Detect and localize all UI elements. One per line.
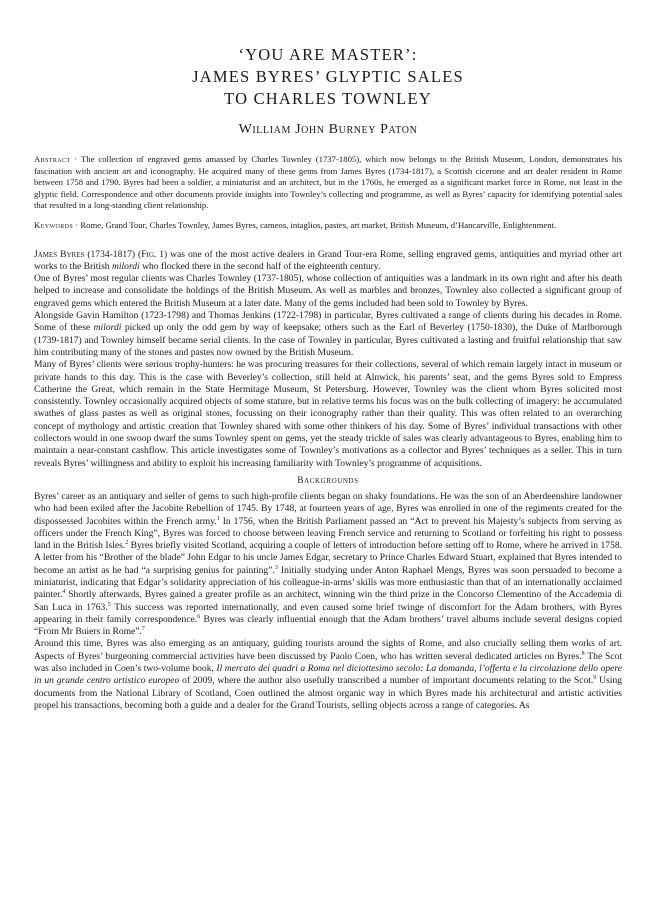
paragraph-6-text-3: of 2009, where the author also usefully transcribed a number of important documents relating to the Scot. (179, 675, 594, 687)
footnote-ref-9[interactable]: 9 (593, 675, 597, 682)
keywords-text: Rome, Grand Tour, Charles Townley, James Byres, cameos, intaglios, pastes, art market, British Museum, d’Hancarville, Enlightenment. (80, 219, 557, 230)
paragraph-1 (34, 249, 622, 274)
paragraph-5-text-2: In 1756, when the British Parliament passed an “Act to prevent his Majesty’s subjects from serving as officers under the French King”, Byres was forced to choose between leaving French service and returning to Scotland or forfeiting his right to possess land in the British Isles. (34, 515, 622, 552)
paragraph-1-text-c: who flocked there in the second half of the eighteenth century. (139, 260, 381, 272)
paragraph-3 (34, 310, 622, 359)
paragraph-6-text-2: The Scot was also included in Coen’s two-volume book, (34, 650, 622, 675)
paragraph-3-emphasis: milordi (93, 322, 122, 334)
article-title (34, 44, 622, 110)
article-author: William John Burney Paton (238, 122, 418, 137)
paragraph-5-text-7: Byres was clearly influential enough that the Adam brothers’ travel albums include several designs copied “From Mr Buiers in Rome”. (34, 613, 622, 638)
keywords (34, 220, 622, 232)
abstract-text: The collection of engraved gems amassed by Charles Townley (1737-1805), which now belongs to the British Museum, London, demonstrates his fascination with ancient art and iconography. He acquired many of these gems from James Byres (1734-1817), a Scottish cicerone and art dealer resident in Rome between 1758 and 1790. Byres had been a soldier, a miniaturist and an architect, but in the 1760s, he emerged as a significant market force in Rome, not least in the glyptic field. Correspondence and other documents provide insights into Townley’s collecting and programme, as well as Byres’ capacity for identifying potential sales that resulted in a long-standing client relationship. (34, 154, 622, 211)
paragraph-6-text-1: Around this time, Byres was also emerging as an antiquary, guiding tourists around the sights of Rome, and also crucially selling them works of art. Aspects of Byres’ burgeoning commercial activities have been discussed by Paolo Coen, who has written several dedicated articles on Byres. (34, 638, 622, 662)
paragraph-2: One of Byres’ most regular clients was Charles Townley (1737-1805), whose collection of antiquities was a landmark in its own right and after his death helped to increase and consolidate the holdings of the British Museum. As well as marbles and bronzes, Townley also collected a significant group of engraved gems which entered the British Museum at a later date. Many of the gems included had been sold to Townley by Byres. (34, 273, 622, 309)
footnote-ref-4[interactable]: 4 (62, 589, 66, 596)
abstract-label: Abstract (34, 154, 71, 164)
paragraph-5-text-1: Byres’ career as an antiquary and seller of gems to such high-profile clients began on shaky foundations. He was the son of an Aberdeenshire landowner who had been exiled after the Jacobite Rebellion of 1745. By 1748, at fourteen years of age, Byres was enrolled in one of the regiments created for the dispossessed Jacobites within the French army. (34, 490, 622, 527)
paragraph-5-text-6: This success was reported internationally, and even caused some brief twinge of discomfort for the Adam brothers, with Byres appearing in their family correspondence. (34, 601, 623, 625)
abstract-separator: · (70, 154, 81, 164)
paragraph-1-emphasis: milordi (111, 260, 140, 272)
footnote-ref-6[interactable]: 6 (197, 613, 201, 620)
keywords-label: Keywords (34, 219, 74, 230)
paragraph-3-text-b: picked up only the odd gem by way of keepsake; others such as the Earl of Beverley (1750-1830), the Duke of Marlborough (1739-1817) and Townley himself became serial clients. In the case of Townley in particular, Byres cultivated a lasting and fruitful relationship that saw him contributing many of the stones and pastes now owned by the British Museum. (34, 322, 622, 358)
title-line-1: ‘YOU ARE MASTER’: (238, 45, 418, 64)
footnote-ref-5[interactable]: 5 (107, 601, 111, 608)
abstract (34, 154, 622, 212)
paragraph-5-text-4: Initially studying under Anton Raphael Mengs, Byres was soon persuaded to become a miniaturist, indicating that Edgar’s solidarity appreciation of his colleague-in-arms’ skills was more enthusiastic than that of an internationally acclaimed painter. (34, 564, 622, 601)
paragraph-6-text-4: Using documents from the National Library of Scotland, Coen outlined the almost organic way in which Byres made his architectural and artistic activities propel his transactions, becoming both a guide and a dealer for the Grand Tourists, selling objects across a range of categories. As (34, 675, 622, 711)
paragraph-1-text-b: ) was one of the most active dealers in Grand Tour-era Rome, selling engraved gems, antiquities and myriad other art works to the British (34, 248, 623, 272)
paragraph-5-text-3: Byres briefly visited Scotland, acquiring a couple of letters of introduction before setting off to Rome, where he arrived in 1758. A letter from his “Brother of the blade” John Edgar to his uncle James Edgar, secretary to Prince Charles Edward Stuart, explained that Byres intended to become an artist as he had “a surprising genius for painting”. (34, 540, 622, 576)
paragraph-5 (34, 491, 622, 639)
footnote-ref-2[interactable]: 2 (125, 539, 129, 546)
article-body (34, 249, 622, 713)
footnote-ref-8[interactable]: 8 (581, 650, 585, 657)
section-heading: Backgrounds (297, 475, 359, 486)
footnote-ref-3[interactable]: 3 (274, 564, 278, 571)
title-line-2: JAMES BYRES’ GLYPTIC SALES (192, 67, 464, 86)
title-line-3: TO CHARLES TOWNLEY (224, 89, 432, 108)
paragraph-5-text-5: Shortly afterwards, Byres gained a greater profile as an architect, winning win the third prize in the Concorso Clementino of the Accademia di San Luca in 1763. (34, 589, 622, 613)
paragraph-1-text-a: (1734-1817) ( (84, 248, 142, 260)
figure-reference: Fig. 1 (141, 248, 165, 260)
book-title: Il mercato dei quadri a Roma nel diciottesimo secolo: La domanda, l’offerta e la circolazione dello opere in un grande centro artistico europeo (34, 663, 622, 687)
footnote-ref-7[interactable]: 7 (141, 626, 145, 632)
paragraph-4: Many of Byres’ clients were serious trophy-hunters: he was procuring treasures for their collections, several of which remain largely intact in museum or private hands to this day. This is the case with Beverley’s collection, still held at Alnwick, his parents’ seat, and the gems Byres sold to Empress Catherine the Great, which remain in the State Hermitage Museum, St Petersburg. However, Townley was the client whom Byres solicited most consistently. Townley occasionally acquired objects of some stature, but in relative terms his focus was on the bulk collecting of imagery: he accumulated swathes of glass pastes as well as original stones, focussing on their iconography rather than their quality. This was often related to an overarching concept of mythology and artistic creation that Townley shared with some other thinkers of his day. Some of Byres’ individual transactions with other collectors would in one swoop dwarf the sums Townley spent on gems, yet the steady trickle of sales was clearly advantageous to Byres, enabling him to maintain a near-constant cashflow. This article investigates some of Townley’s motivations as a collector and Byres’ techniques as a seller. This in turn reveals Byres’ willingness and ability to exploit his increasing familiarity with Townley’s programme of acquisitions. (34, 359, 622, 469)
keywords-separator: · (73, 219, 81, 230)
paragraph-3-text-a: Alongside Gavin Hamilton (1723-1798) and Thomas Jenkins (1722-1798) in particular, Byres cultivated a range of clients during his decades in Rome. Some of these (34, 310, 622, 334)
footnote-ref-1[interactable]: 1 (216, 515, 220, 522)
paragraph-6 (34, 638, 622, 712)
lead-name: James Byres (34, 248, 85, 260)
